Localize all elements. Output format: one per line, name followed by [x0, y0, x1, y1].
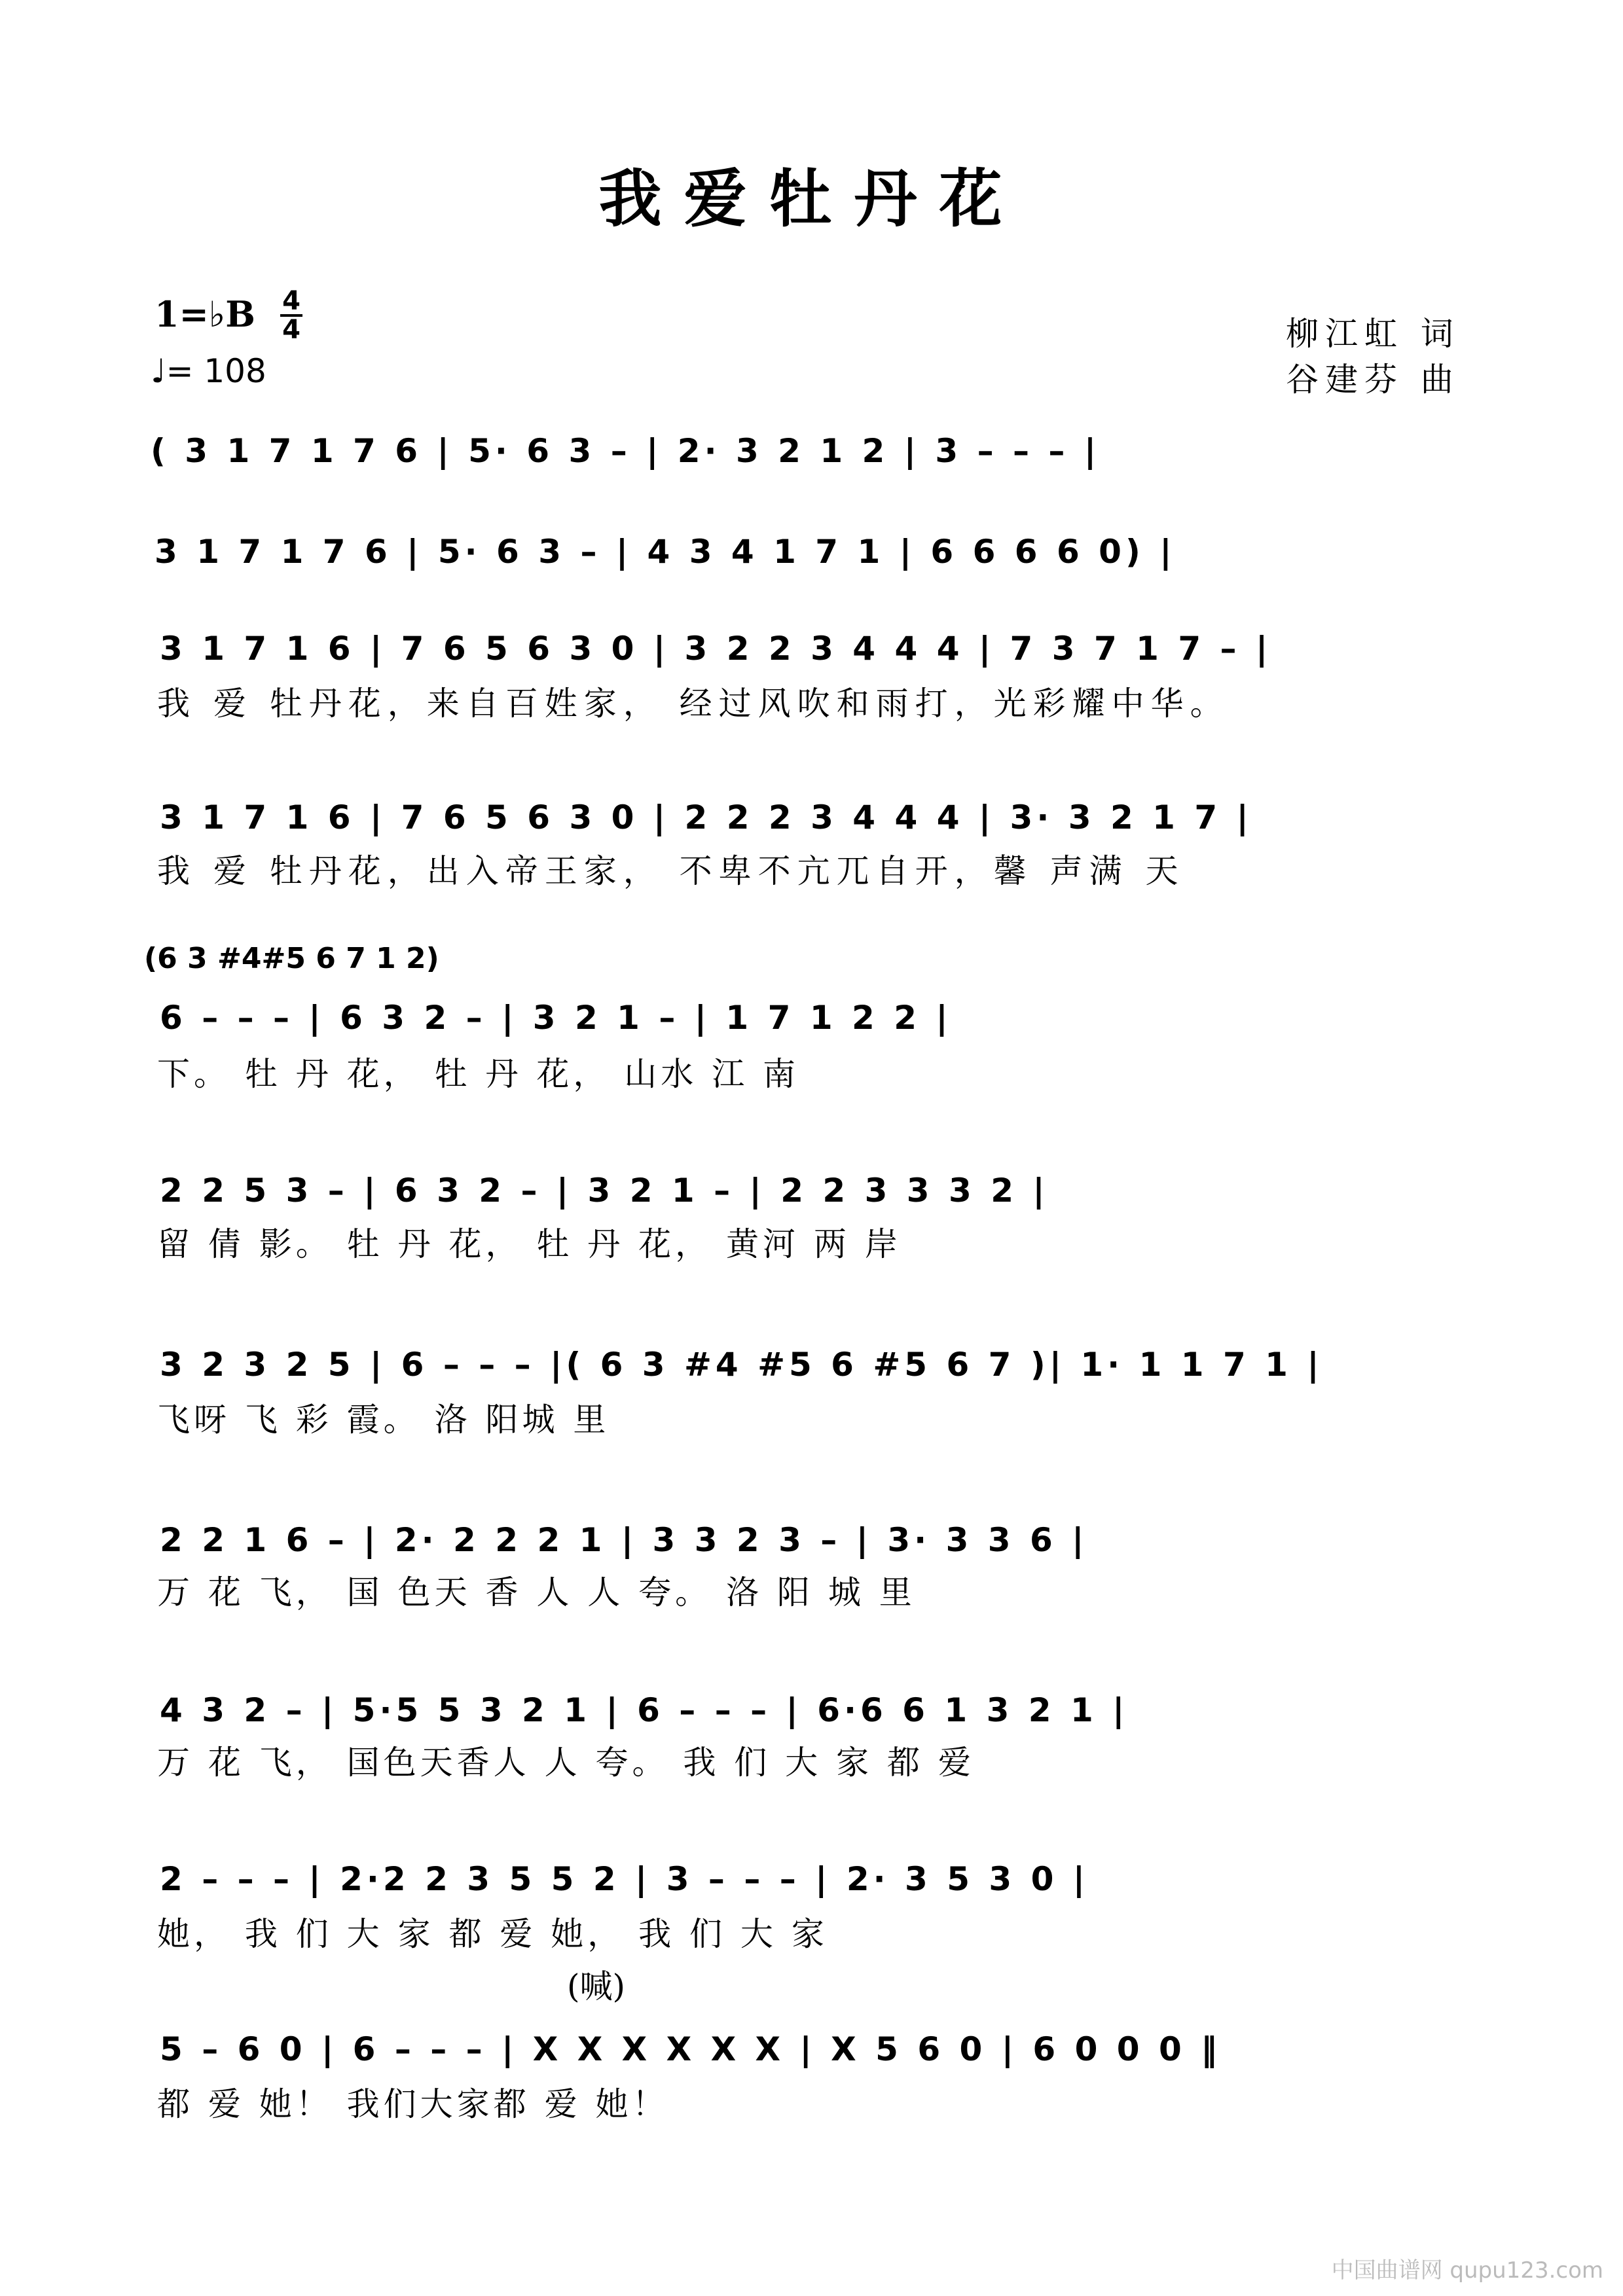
lyrics-line-10: 她， 我 们 大 家 都 爱 她， 我 们 大 家 — [157, 1915, 828, 1953]
site-watermark: 中国曲谱网 qupu123.com — [1331, 2257, 1603, 2284]
notes-line-2: 3 1 7 1 7 6 | 5· 6 3 – | 4 3 4 1 7 1 | 6 6 6 6 0) | — [155, 533, 1176, 571]
notes-line-10: 2 – – – | 2·2 2 3 5 5 2 | 3 – – – | 2· 3 5 3 0 | — [160, 1860, 1089, 1898]
key-signature: 1=♭B — [155, 293, 255, 335]
composer-credit: 谷建芬 曲 — [1286, 361, 1460, 399]
prefix-line-5: (6 3 #4#5 6 7 1 2) — [144, 942, 439, 975]
notes-line-11: 5 – 6 0 | 6 – – – | X X X X X X | X 5 6 0 | 6 0 0 0 ‖ — [160, 2030, 1222, 2068]
lyrics-line-3: 我 爱 牡丹花，来自百姓家， 经过风吹和雨打，光彩耀中华。 — [157, 685, 1230, 723]
notes-line-8: 2 2 1 6 – | 2· 2 2 2 1 | 3 3 2 3 – | 3· 3 3 6 | — [160, 1521, 1088, 1559]
lyrics-line-9: 万 花 飞， 国色天香人 人 夸。 我 们 大 家 都 爱 — [157, 1744, 975, 1782]
song-title: 我爱牡丹花 — [598, 162, 1025, 236]
notes-line-6: 2 2 5 3 – | 6 3 2 – | 3 2 1 – | 2 2 3 3 3 2 | — [160, 1172, 1049, 1210]
shout-marking: (喊) — [567, 1967, 626, 2005]
lyrics-line-8: 万 花 飞， 国 色天 香 人 人 夸。 洛 阳 城 里 — [157, 1573, 916, 1611]
lyrics-line-11: 都 爱 她！ 我们大家都 爱 她！ — [157, 2085, 669, 2123]
notes-line-4: 3 1 7 1 6 | 7 6 5 6 3 0 | 2 2 2 3 4 4 4 | 3· 3 2 1 7 | — [160, 798, 1252, 836]
lyrics-line-6: 留 倩 影。 牡 丹 花， 牡 丹 花， 黄河 两 岸 — [157, 1225, 902, 1263]
notes-line-7: 3 2 3 2 5 | 6 – – – |( 6 3 #4 #5 6 #5 6 7 )| 1· 1 1 7 1 | — [160, 1346, 1323, 1384]
lyricist-credit: 柳江虹 词 — [1286, 315, 1460, 353]
lyrics-line-7: 飞呀 飞 彩 霞。 洛 阳城 里 — [157, 1401, 610, 1439]
lyrics-line-5: 下。 牡 丹 花， 牡 丹 花， 山水 江 南 — [157, 1055, 800, 1093]
time-signature: 4 4 — [280, 288, 302, 343]
notes-line-3: 3 1 7 1 6 | 7 6 5 6 3 0 | 3 2 2 3 4 4 4 | 7 3 7 1 7 – | — [160, 630, 1272, 668]
notes-line-9: 4 3 2 – | 5·5 5 3 2 1 | 6 – – – | 6·6 6 1 3 2 1 | — [160, 1691, 1129, 1729]
tempo-marking: ♩= 108 — [151, 352, 266, 390]
notes-line-5: 6 – – – | 6 3 2 – | 3 2 1 – | 1 7 1 2 2 | — [160, 999, 952, 1037]
notes-line-1: ( 3 1 7 1 7 6 | 5· 6 3 – | 2· 3 2 1 2 | 3 – – – | — [151, 432, 1101, 470]
lyrics-line-4: 我 爱 牡丹花，出入帝王家， 不卑不亢兀自开，馨 声满 天 — [157, 852, 1185, 890]
